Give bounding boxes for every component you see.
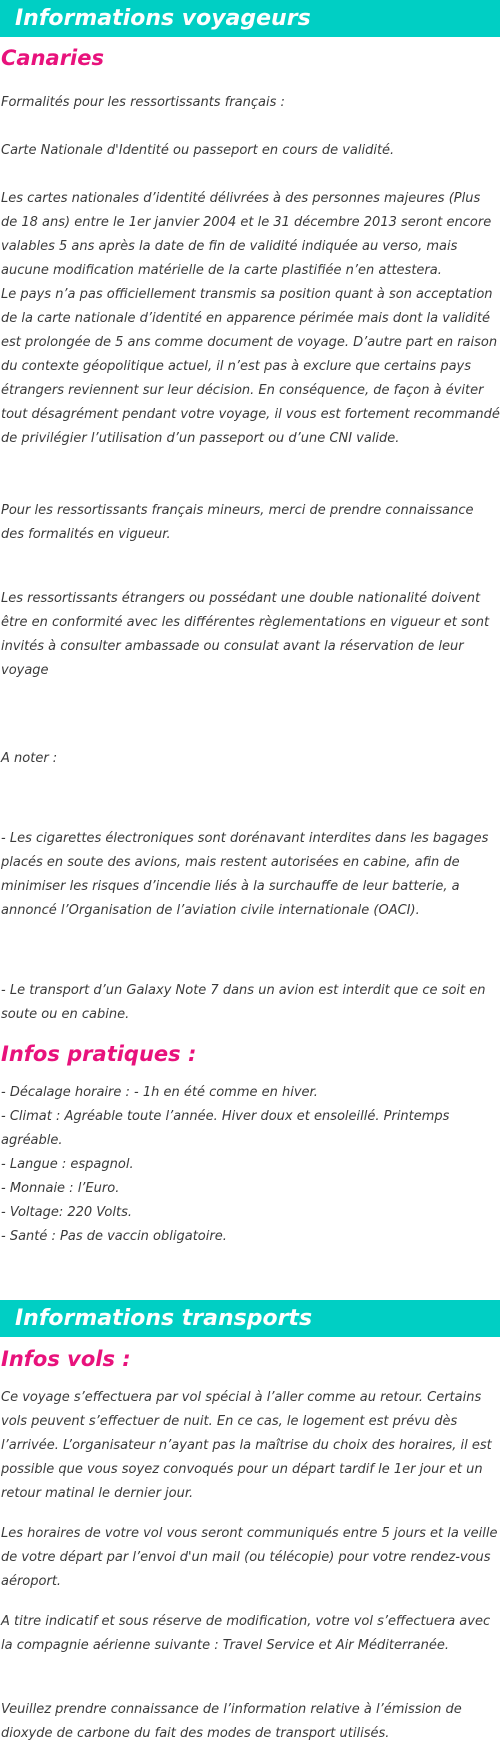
carte-identite-text: Carte Nationale d'Identité ou passeport en cours de validité. (1, 143, 395, 158)
etrangers-paragraph: Les ressortissants étrangers ou possédant une double nationalité doivent être en conformité avec les différentes règlementations en vigueur et sont invités à consulter ambassade ou consulat avant la réservation de leur voyage (1, 591, 490, 678)
mineurs-paragraph: Pour les ressortissants français mineurs, merci de prendre connaissance des formalités en vigueur. (1, 503, 474, 542)
cartes-validite-paragraph: Les cartes nationales d’identité délivrées à des personnes majeures (Plus de 18 ans) entre le 1er janvier 2004 et le 31 décembre 2013 seront encore valables 5 ans après la date de fin de validité indiquée au verso, mais aucune modification matérielle de la carte plastifiée n’en attestera. (1, 191, 492, 278)
list-item-langue: - Langue : espagnol. (1, 1157, 134, 1172)
a-noter-label: A noter : (1, 751, 58, 766)
list-item-climat: - Climat : Agréable toute l’année. Hiver doux et ensoleillé. Printemps agréable. (1, 1109, 450, 1148)
infos-pratiques-list (0, 1081, 500, 1249)
list-item-sante: - Santé : Pas de vaccin obligatoire. (1, 1229, 227, 1244)
list-item-decalage: - Décalage horaire : - 1h en été comme en hiver. (1, 1085, 318, 1100)
cigarettes-paragraph: - Les cigarettes électroniques sont dorénavant interdites dans les bagages placés en soute des avions, mais restent autorisées en cabine, afin de minimiser les risques d’incendie liés à la surchauffe de leur batterie, a annoncé l’Organisation de l’aviation civile internationale (OACI). (1, 831, 489, 918)
heading-infos-pratiques: Infos pratiques : (1, 1042, 197, 1066)
vols-paragraph-2: Les horaires de votre vol vous seront communiqués entre 5 jours et la veille de votre départ par l’envoi d'un mail (ou télécopie) pour votre rendez-vous aéroport. (1, 1526, 498, 1589)
formalites-intro: Formalités pour les ressortissants français : (1, 95, 285, 110)
vols-paragraph-1: Ce voyage s’effectuera par vol spécial à l’aller comme au retour. Certains vols peuvent s’effectuer de nuit. En ce cas, le logement est prévu dès l’arrivée. L’organisateur n’ayant pas la maîtrise du choix des horaires, il est possible que vous soyez convoqués pour un départ tardif le 1er jour et un retour matinal le dernier jour. (1, 1390, 492, 1501)
pays-position-paragraph: Le pays n’a pas officiellement transmis sa position quant à son acceptation de la carte nationale d’identité en apparence périmée mais dont la validité est prolongée de 5 ans comme document de voyage. D’autre part en raison du contexte géopolitique actuel, il n’est pas à exclure que certains pays étrangers reviennent sur leur décision. En conséquence, de façon à éviter tout désagrément pendant votre voyage, il vous est fortement recommandé de privilégier l’utilisation d’un passeport ou d’une CNI valide. (1, 287, 500, 446)
section-title-informations-transports: Informations transports (0, 1300, 500, 1337)
heading-canaries: Canaries (1, 46, 105, 70)
galaxy-note-paragraph: - Le transport d’un Galaxy Note 7 dans un avion est interdit que ce soit en soute ou en cabine. (1, 983, 486, 1022)
vols-paragraph-3: A titre indicatif et sous réserve de modification, votre vol s’effectuera avec la compagnie aérienne suivante : Travel Service et Air Méditerranée. (1, 1614, 491, 1653)
heading-infos-vols: Infos vols : (1, 1347, 131, 1371)
list-item-monnaie: - Monnaie : l’Euro. (1, 1181, 120, 1196)
list-item-voltage: - Voltage: 220 Volts. (1, 1205, 132, 1220)
co2-paragraph: Veuillez prendre connaissance de l’information relative à l’émission de dioxyde de carbone du fait des modes de transport utilisés. (1, 1702, 462, 1741)
section-title-informations-voyageurs: Informations voyageurs (0, 0, 500, 37)
